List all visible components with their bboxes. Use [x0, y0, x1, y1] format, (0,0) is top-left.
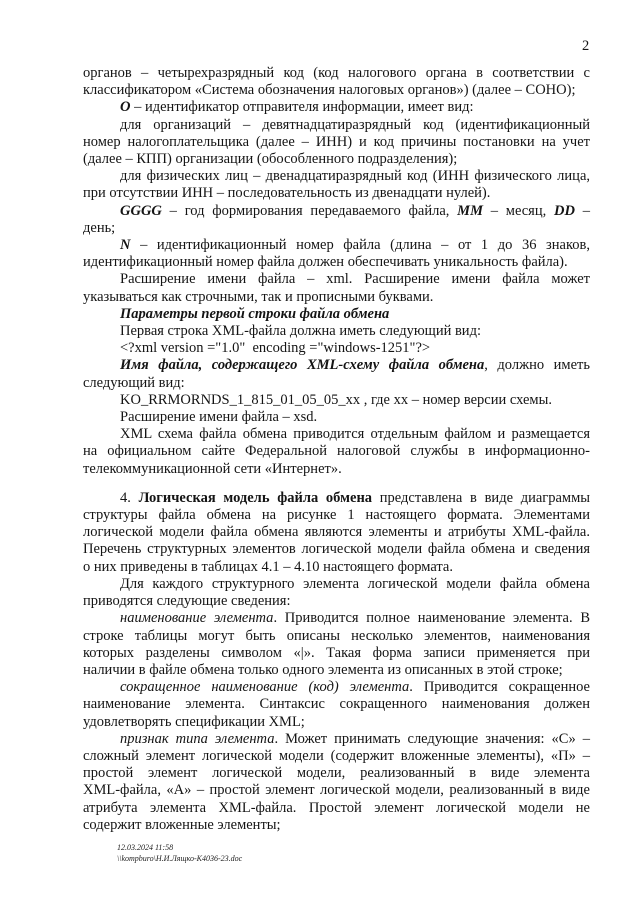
document-body	[83, 65, 590, 834]
text-line	[83, 357, 590, 374]
text-line	[83, 203, 590, 220]
paragraph-sender-id	[83, 99, 590, 116]
section-heading	[83, 306, 590, 323]
text-line: классификатором «Система обозначения налоговых органов») (далее – СОНО);	[83, 82, 576, 99]
paragraph-element-info	[83, 576, 590, 610]
text-span: представлена в виде диаграммы	[372, 489, 591, 506]
paragraph-extension	[83, 271, 590, 305]
term-gggg: GGGG	[120, 202, 162, 219]
schema-file-name-line: KO_RRMORNDS_1_815_01_05_05_xx , где хх – номер версии схемы.	[120, 391, 552, 408]
text-line: о них приведены в таблицах 4.1 – 4.10 настоящего формата.	[83, 558, 453, 575]
text-line: указываться как строчными, так и прописными буквами.	[83, 288, 434, 305]
page-number: 2	[582, 38, 590, 54]
paragraph-individuals	[83, 168, 590, 202]
text-line: при отсутствии ИНН – последовательность из двенадцати нулей).	[83, 185, 491, 202]
text-line: логической модели файла обмена являются элементы и атрибуты XML-файла.	[83, 524, 590, 541]
text-line: наименование элемента. Синтаксис сокращенного наименования должен	[83, 696, 590, 713]
text-line: Расширение имени файла – xsd.	[120, 409, 318, 426]
term-mm: MM	[457, 202, 483, 219]
text-line: XML схема файла обмена приводится отдельным файлом и размещается	[120, 426, 590, 443]
paragraph-organizations	[83, 117, 590, 169]
text-line: органов – четырехразрядный код (код налогового органа в соответствии с	[83, 65, 590, 81]
paragraph-element-type	[83, 731, 590, 834]
paragraph-file-number	[83, 237, 590, 271]
text-span: – идентификатор отправителя информации, имеет вид:	[130, 99, 474, 116]
text-line	[83, 731, 590, 748]
paragraph-schema-publication	[83, 426, 590, 478]
text-line: строке таблицы могут быть описаны несколько элементов, наименования	[83, 627, 590, 644]
text-line: сложный элемент логической модели (содержит вложенные элементы), «П» –	[83, 747, 590, 764]
paragraph-schema-file	[83, 392, 590, 409]
paragraph-schema-name	[83, 357, 590, 391]
text-line: Первая строка XML-файла должна иметь следующий вид:	[120, 323, 481, 340]
text-span: – идентификационный номер файла (длина – от 1 до 36 знаков,	[130, 237, 590, 254]
text-line	[83, 237, 590, 254]
text-line: телекоммуникационной сети «Интернет».	[83, 460, 342, 477]
text-line: приводятся следующие сведения:	[83, 593, 291, 610]
paragraph-xml-declaration	[83, 340, 590, 357]
term-logical-model: Логическая модель файла обмена	[138, 489, 373, 506]
document-footer	[117, 842, 242, 864]
text-line: Расширение имени файла – xml. Расширение имени файла может	[120, 271, 590, 288]
text-line: для физических лиц – двенадцатиразрядный код (ИНН физического лица,	[120, 168, 590, 185]
paragraph-xsd-extension	[83, 409, 590, 426]
paragraph-logical-model	[83, 490, 590, 576]
term-short-name: сокращенное наименование (код) элемента	[120, 679, 410, 696]
text-line: следующий вид:	[83, 374, 185, 391]
text-line: Для каждого структурного элемента логической модели файла обмена	[120, 575, 590, 592]
text-line: день;	[83, 219, 116, 236]
text-span: –	[574, 202, 590, 219]
text-span: . Приводится сокращенное	[409, 679, 590, 696]
footer-file-path: \\kompburo\Н.И.Лящко-К4036-23.doc	[117, 854, 243, 863]
paragraph-first-line	[83, 323, 590, 340]
term-schema-file-name: Имя файла, содержащего XML-схему файла обмена	[120, 357, 485, 374]
text-line: идентификационный номер файла должен обеспечивать уникальность файла).	[83, 254, 568, 271]
text-line: удовлетворять спецификации XML;	[83, 713, 305, 730]
paragraph-element-name	[83, 610, 590, 679]
text-line	[83, 99, 590, 116]
term-element-name: наименование элемента	[120, 610, 274, 627]
text-span: – год формирования передаваемого файла,	[161, 202, 458, 219]
paragraph-short-name	[83, 679, 590, 731]
text-line: наличии в файле обмена только одного элемента из описанных в этой строке;	[83, 661, 563, 678]
text-span: , должно иметь	[484, 357, 590, 374]
text-line: простой элемент логической модели, реализованный в виде элемента	[83, 765, 590, 782]
text-line: содержит вложенные элементы;	[83, 816, 281, 833]
term-dd: DD	[554, 202, 575, 219]
text-line: структуры файла обмена на рисунке 1 настоящего формата. Элементами	[83, 507, 590, 524]
section-number: 4.	[120, 489, 139, 506]
heading-first-line-params: Параметры первой строки файла обмена	[120, 305, 390, 322]
text-span: – месяц,	[482, 202, 555, 219]
text-line	[83, 610, 590, 627]
text-line	[83, 490, 590, 507]
text-line	[83, 679, 590, 696]
text-line: (далее – КПП) организации (обособленного подразделения);	[83, 151, 458, 168]
term-o: О	[120, 99, 131, 116]
text-span: . Может принимать следующие значения: «С» –	[274, 730, 590, 747]
text-line: атрибута элемента XML-файла. Простой элемент логической модели не	[83, 799, 590, 816]
text-line: Перечень структурных элементов логической модели файла обмена и сведения	[83, 541, 590, 558]
xml-declaration-line: <?xml version ="1.0" encoding ="windows-1251"?>	[120, 340, 431, 357]
term-n: N	[120, 237, 131, 254]
text-line: номер налогоплательщика (далее – ИНН) и код причины постановки на учет	[83, 133, 590, 150]
text-line: которых разделены символом «|». Такая форма записи применяется при	[83, 644, 590, 661]
text-line: XML-файла, «А» – простой элемент логической модели, реализованный в виде	[83, 782, 590, 799]
text-line: на официальном сайте Федеральной налоговой службы в информационно-	[83, 443, 590, 460]
paragraph-date-codes	[83, 203, 590, 237]
text-span: . Приводится полное наименование элемента. В	[273, 610, 590, 627]
paragraph-continuation	[83, 65, 590, 99]
term-element-type: признак типа элемента	[120, 730, 275, 747]
footer-timestamp: 12.03.2024 11:58	[117, 843, 174, 852]
text-line: для организаций – девятнадцатиразрядный код (идентификационный	[120, 116, 590, 133]
